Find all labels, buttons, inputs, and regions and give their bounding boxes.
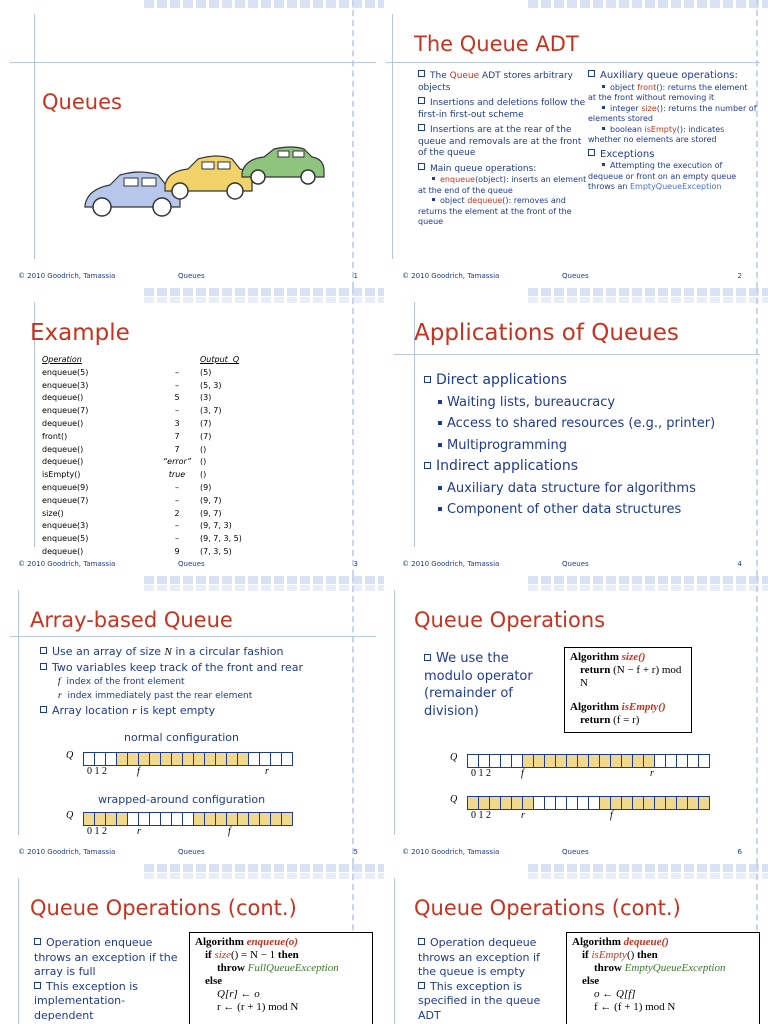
queue-cell: (5, 3) (200, 380, 222, 390)
slide-title: The Queue ADT (414, 32, 579, 56)
table-row (40, 418, 244, 431)
slide-number: 2 (737, 272, 742, 280)
dequeue-bullets (418, 936, 558, 1023)
table-row (40, 431, 244, 444)
square-bullet-icon (424, 462, 431, 469)
applications-list (424, 370, 715, 521)
output-cell: – (175, 495, 179, 505)
wrapped-config-label: wrapped-around configuration (98, 793, 266, 806)
sub-bullet: Auxiliary data structure for algorithms (424, 478, 715, 500)
decor-band (528, 297, 768, 303)
normal-config-label: normal configuration (124, 731, 240, 744)
output-cell: 5 (174, 393, 180, 403)
decor-dash (352, 0, 354, 288)
front-index-label: f (228, 826, 231, 837)
green-car-icon (242, 147, 324, 184)
algorithm-dequeue: Algorithm dequeue() if isEmpty() then throw EmptyQueueException else o ← Q[f] f ← (f + 1) mod N (566, 932, 760, 1024)
footer-copyright: © 2010 Goodrich, Tamassia (18, 560, 116, 568)
square-bullet-icon (40, 706, 47, 713)
rear-index-label: r (265, 766, 269, 777)
slide-number: 1 (353, 272, 358, 280)
slide-1[interactable] (0, 0, 384, 288)
sub-bullet: enqueue(object): inserts an element at the end of the queue (418, 175, 587, 195)
slide-number: 5 (353, 848, 358, 856)
footer-copyright: © 2010 Goodrich, Tamassia (18, 272, 116, 280)
array-wrapped (84, 812, 293, 826)
square-bullet-icon (34, 938, 41, 945)
decor-band (144, 288, 384, 296)
square-bullet-icon (588, 149, 595, 156)
footer-copyright: © 2010 Goodrich, Tamassia (402, 560, 500, 568)
bullet-item: This exception is implementation-dependent (34, 979, 139, 1022)
decor-band (144, 864, 384, 872)
operation-cell: size() (42, 508, 64, 518)
square-bullet-icon (40, 647, 47, 654)
output-cell: – (175, 482, 179, 492)
bullet-item: Main queue operations: (418, 163, 588, 176)
front-index-label: f (521, 768, 524, 779)
operation-cell: enqueue(9) (42, 482, 89, 492)
decor-line (394, 354, 760, 355)
dot-bullet-icon (438, 421, 442, 425)
array-indices: 0 1 2 (471, 768, 491, 779)
slide-6[interactable] (384, 576, 768, 864)
output-cell: 7 (174, 444, 180, 454)
queue-cell: (7) (200, 431, 212, 441)
dot-bullet-icon (438, 507, 442, 511)
table-row (40, 380, 244, 393)
sub-bullet: Access to shared resources (e.g., printer) (424, 413, 715, 435)
slide-title: Array-based Queue (30, 608, 233, 632)
operation-cell: enqueue(3) (42, 521, 89, 531)
bullet-item: Operation enqueue throws an exception if the array is full (34, 936, 178, 978)
queue-cell: (7) (200, 418, 212, 428)
bullet-item: Insertions and deletions follow the first-in first-out scheme (418, 98, 586, 120)
bullet-item: Indirect applications (424, 456, 715, 478)
square-bullet-icon (418, 124, 425, 131)
decor-cross (408, 348, 422, 362)
bullet-item: Direct applications (424, 370, 715, 392)
dot-bullet-icon (602, 106, 605, 109)
table-row (40, 508, 244, 521)
output-cell: – (175, 380, 179, 390)
square-bullet-icon (418, 938, 425, 945)
array-indices: 0 1 2 (471, 810, 491, 821)
bullet-item: Auxiliary queue operations: (588, 70, 758, 83)
decor-cross (386, 56, 400, 70)
slide-title: Queues (42, 90, 122, 114)
square-bullet-icon (34, 982, 41, 989)
dot-bullet-icon (602, 127, 605, 130)
footer-topic: Queues (178, 848, 205, 856)
dot-bullet-icon (438, 400, 442, 404)
array-wrapped (468, 796, 710, 810)
decor-band (528, 873, 768, 879)
table-row (40, 533, 244, 546)
slide-number: 3 (353, 560, 358, 568)
front-index-label: f (610, 810, 613, 821)
decor-dash (756, 288, 758, 576)
rear-index-label: r (650, 768, 654, 779)
output-cell: “error” (163, 457, 191, 467)
sub-bullet: r index immediately past the rear element (58, 690, 253, 701)
table-row (40, 392, 244, 405)
footer-topic: Queues (178, 560, 205, 568)
bullet-item: The Queue ADT stores arbitrary objects (418, 71, 574, 93)
array-normal (84, 752, 293, 766)
footer-topic: Queues (562, 560, 589, 568)
table-row (40, 495, 244, 508)
output-cell: 2 (174, 508, 180, 518)
output-cell: – (175, 367, 179, 377)
dot-bullet-icon (432, 177, 435, 180)
algorithm-enqueue: Algorithm enqueue(o) if size() = N − 1 then throw FullQueueException else Q[r] ← o r ← (r + 1) mod N (189, 932, 373, 1024)
decor-band (528, 0, 768, 8)
queue-cell: () (200, 470, 207, 480)
rear-index-label: r (137, 826, 141, 837)
array-label-q: Q (450, 794, 458, 805)
footer-copyright: © 2010 Goodrich, Tamassia (402, 848, 500, 856)
decor-line (34, 14, 35, 259)
square-bullet-icon (418, 163, 425, 170)
square-bullet-icon (418, 97, 425, 104)
adt-right-column (588, 70, 758, 193)
slide-5[interactable] (0, 576, 384, 864)
decor-line (18, 590, 19, 835)
square-bullet-icon (418, 70, 425, 77)
operation-cell: dequeue() (42, 444, 84, 454)
sub-bullet: f index of the front element (58, 676, 185, 687)
queue-cell: (9, 7) (200, 508, 222, 518)
decor-line (10, 636, 376, 637)
dot-bullet-icon (432, 198, 435, 201)
square-bullet-icon (424, 376, 431, 383)
decor-band (528, 576, 768, 584)
dot-bullet-icon (438, 443, 442, 447)
bullet-item: Operation dequeue throws an exception if the queue is empty (418, 936, 540, 978)
array-label-q: Q (66, 750, 74, 761)
bullet-item: Array location r is kept empty (40, 703, 303, 719)
header-operation: Operation (42, 355, 82, 364)
table-row (40, 546, 244, 559)
decor-band (144, 0, 384, 8)
slide-title: Queue Operations (414, 608, 606, 632)
decor-band (144, 297, 384, 303)
square-bullet-icon (424, 654, 431, 661)
bullet-item: Insertions are at the rear of the queue and removals are at the front of the queue (418, 125, 582, 158)
slide-title: Queue Operations (cont.) (414, 896, 681, 920)
output-cell: 3 (174, 418, 180, 428)
decor-line (394, 62, 760, 63)
slide-number: 4 (737, 560, 742, 568)
enqueue-bullets (34, 936, 178, 1023)
table-row (40, 456, 244, 469)
decor-band (144, 873, 384, 879)
sub-bullet: boolean isEmpty(): indicates whether no elements are stored (588, 124, 725, 144)
array-indices: 0 1 2 (87, 826, 107, 837)
operation-cell: enqueue(5) (42, 367, 89, 377)
decor-line (10, 62, 376, 63)
sub-bullet: object dequeue(): removes and returns the element at the front of the queue (418, 196, 572, 226)
table-row (40, 367, 244, 380)
queue-cell: (3) (200, 393, 212, 403)
yellow-car-icon (165, 156, 252, 199)
vintage-cars-illustration (80, 145, 330, 225)
decor-dash (756, 576, 758, 864)
decor-dash (352, 576, 354, 864)
table-row (40, 469, 244, 482)
table-header (40, 354, 244, 367)
operation-cell: dequeue() (42, 418, 84, 428)
queue-cell: () (200, 457, 207, 467)
header-output-q: Output Q (200, 355, 240, 364)
output-cell: – (175, 406, 179, 416)
slide-7[interactable] (0, 864, 384, 1024)
sub-bullet: integer size(): returns the number of elements stored (588, 103, 757, 123)
slide-8[interactable] (384, 864, 768, 1024)
decor-dash (352, 288, 354, 576)
queue-cell: (9, 7, 3) (200, 521, 232, 531)
operation-cell: front() (42, 431, 68, 441)
footer-copyright: © 2010 Goodrich, Tamassia (402, 272, 500, 280)
bullet-item: Exceptions (588, 149, 758, 162)
sub-bullet: Attempting the execution of dequeue or front on an empty queue throws an EmptyQueueException (588, 161, 737, 191)
table-row (40, 405, 244, 418)
decor-band (144, 576, 384, 584)
adt-left-column (418, 70, 588, 228)
array-normal (468, 754, 710, 768)
queue-cell: (9, 7, 3, 5) (200, 534, 242, 544)
blue-car-icon (85, 172, 180, 216)
operation-cell: enqueue(3) (42, 380, 89, 390)
table-row (40, 482, 244, 495)
queue-cell: (5) (200, 367, 212, 377)
decor-line (394, 878, 395, 1024)
queue-cell: () (200, 444, 207, 454)
algorithm-size-isempty: Algorithm size() return (N − f + r) mod N Algorithm isEmpty() return (f = r) (564, 647, 692, 733)
sub-bullet: Waiting lists, bureaucracy (424, 392, 715, 414)
slide-title: Queue Operations (cont.) (30, 896, 297, 920)
decor-band (144, 585, 384, 591)
square-bullet-icon (588, 70, 595, 77)
decor-line (394, 590, 395, 835)
square-bullet-icon (418, 982, 425, 989)
queue-cell: (9) (200, 482, 212, 492)
footer-topic: Queues (562, 848, 589, 856)
modulo-bullet: We use the modulo operator (remainder of division) (424, 651, 533, 719)
sub-bullet: Multiprogramming (424, 435, 715, 457)
decor-cross (28, 56, 42, 70)
output-cell: – (175, 534, 179, 544)
table-row (40, 444, 244, 457)
bullet-item: This exception is specified in the queue ADT (418, 979, 541, 1022)
queue-cell: (7, 3, 5) (200, 546, 232, 556)
slide-title: Applications of Queues (414, 320, 679, 346)
slide-3[interactable] (0, 288, 384, 576)
dot-bullet-icon (438, 486, 442, 490)
footer-copyright: © 2010 Goodrich, Tamassia (18, 848, 116, 856)
operation-cell: enqueue(5) (42, 534, 89, 544)
square-bullet-icon (40, 663, 47, 670)
bullet-item: Two variables keep track of the front and rear (40, 660, 303, 675)
operation-cell: enqueue(7) (42, 406, 89, 416)
decor-line (18, 878, 19, 1024)
output-cell: true (168, 470, 186, 480)
dot-bullet-icon (602, 85, 605, 88)
operation-cell: enqueue(7) (42, 495, 89, 505)
queue-cell: (9, 7) (200, 495, 222, 505)
slide-title: Example (30, 320, 130, 346)
decor-band (528, 585, 768, 591)
footer-topic: Queues (178, 272, 205, 280)
output-cell: – (175, 521, 179, 531)
decor-band (528, 864, 768, 872)
decor-line (392, 14, 393, 259)
slide-2[interactable] (384, 0, 768, 288)
table-row (40, 520, 244, 533)
operation-cell: isEmpty() (42, 470, 81, 480)
operation-cell: dequeue() (42, 546, 84, 556)
sub-bullet: object front(): returns the element at the front without removing it (588, 82, 748, 102)
queue-example-table (40, 354, 244, 559)
slide-number: 6 (737, 848, 742, 856)
array-label-q: Q (450, 752, 458, 763)
operation-cell: dequeue() (42, 393, 84, 403)
decor-band (528, 288, 768, 296)
output-cell: 7 (174, 431, 180, 441)
array-indices: 0 1 2 (87, 766, 107, 777)
array-label-q: Q (66, 810, 74, 821)
operation-cell: dequeue() (42, 457, 84, 467)
rear-index-label: r (521, 810, 525, 821)
front-index-label: f (137, 766, 140, 777)
queue-cell: (3, 7) (200, 406, 222, 416)
dot-bullet-icon (602, 163, 605, 166)
sub-bullet: Component of other data structures (424, 499, 715, 521)
array-queue-bullets (40, 644, 303, 719)
output-cell: 9 (174, 546, 180, 556)
slide-4[interactable] (384, 288, 768, 576)
bullet-item: Use an array of size N in a circular fashion (40, 644, 303, 660)
footer-topic: Queues (562, 272, 589, 280)
